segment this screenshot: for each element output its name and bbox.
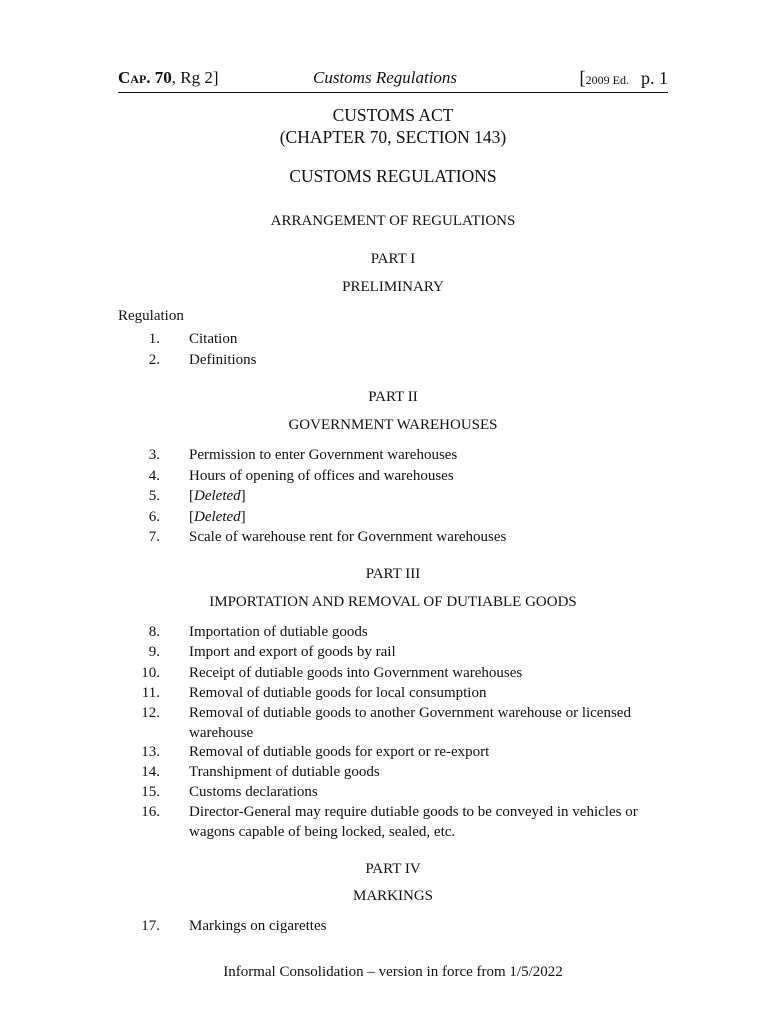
consolidation-footer: Informal Consolidation – version in force from 1/5/2022 bbox=[223, 964, 563, 980]
act-title: CUSTOMS ACT bbox=[332, 105, 454, 125]
part-heading: GOVERNMENT WAREHOUSES bbox=[288, 417, 498, 433]
chapter-reference: Cap. 70, Rg 2] bbox=[118, 68, 219, 87]
part-label: PART II bbox=[368, 389, 418, 405]
edition: 2009 Ed. bbox=[585, 73, 629, 87]
part-heading: IMPORTATION AND REMOVAL OF DUTIABLE GOODS bbox=[209, 594, 577, 610]
running-header bbox=[118, 68, 668, 93]
running-title: Customs Regulations bbox=[313, 68, 458, 87]
arrangement-heading: ARRANGEMENT OF REGULATIONS bbox=[270, 213, 516, 229]
part-label: PART III bbox=[365, 566, 421, 582]
part-label: PART I bbox=[370, 251, 416, 267]
part-heading: PRELIMINARY bbox=[342, 279, 444, 295]
part-label: PART IV bbox=[365, 861, 421, 877]
chapter-title: (CHAPTER 70, SECTION 143) bbox=[279, 127, 507, 147]
regulations-title: CUSTOMS REGULATIONS bbox=[289, 166, 497, 186]
edition-page: [2009 Ed. p. 1 bbox=[579, 68, 668, 89]
part-heading: MARKINGS bbox=[352, 888, 433, 904]
regulation-label: Regulation bbox=[118, 308, 184, 324]
page-number: p. 1 bbox=[641, 68, 668, 88]
